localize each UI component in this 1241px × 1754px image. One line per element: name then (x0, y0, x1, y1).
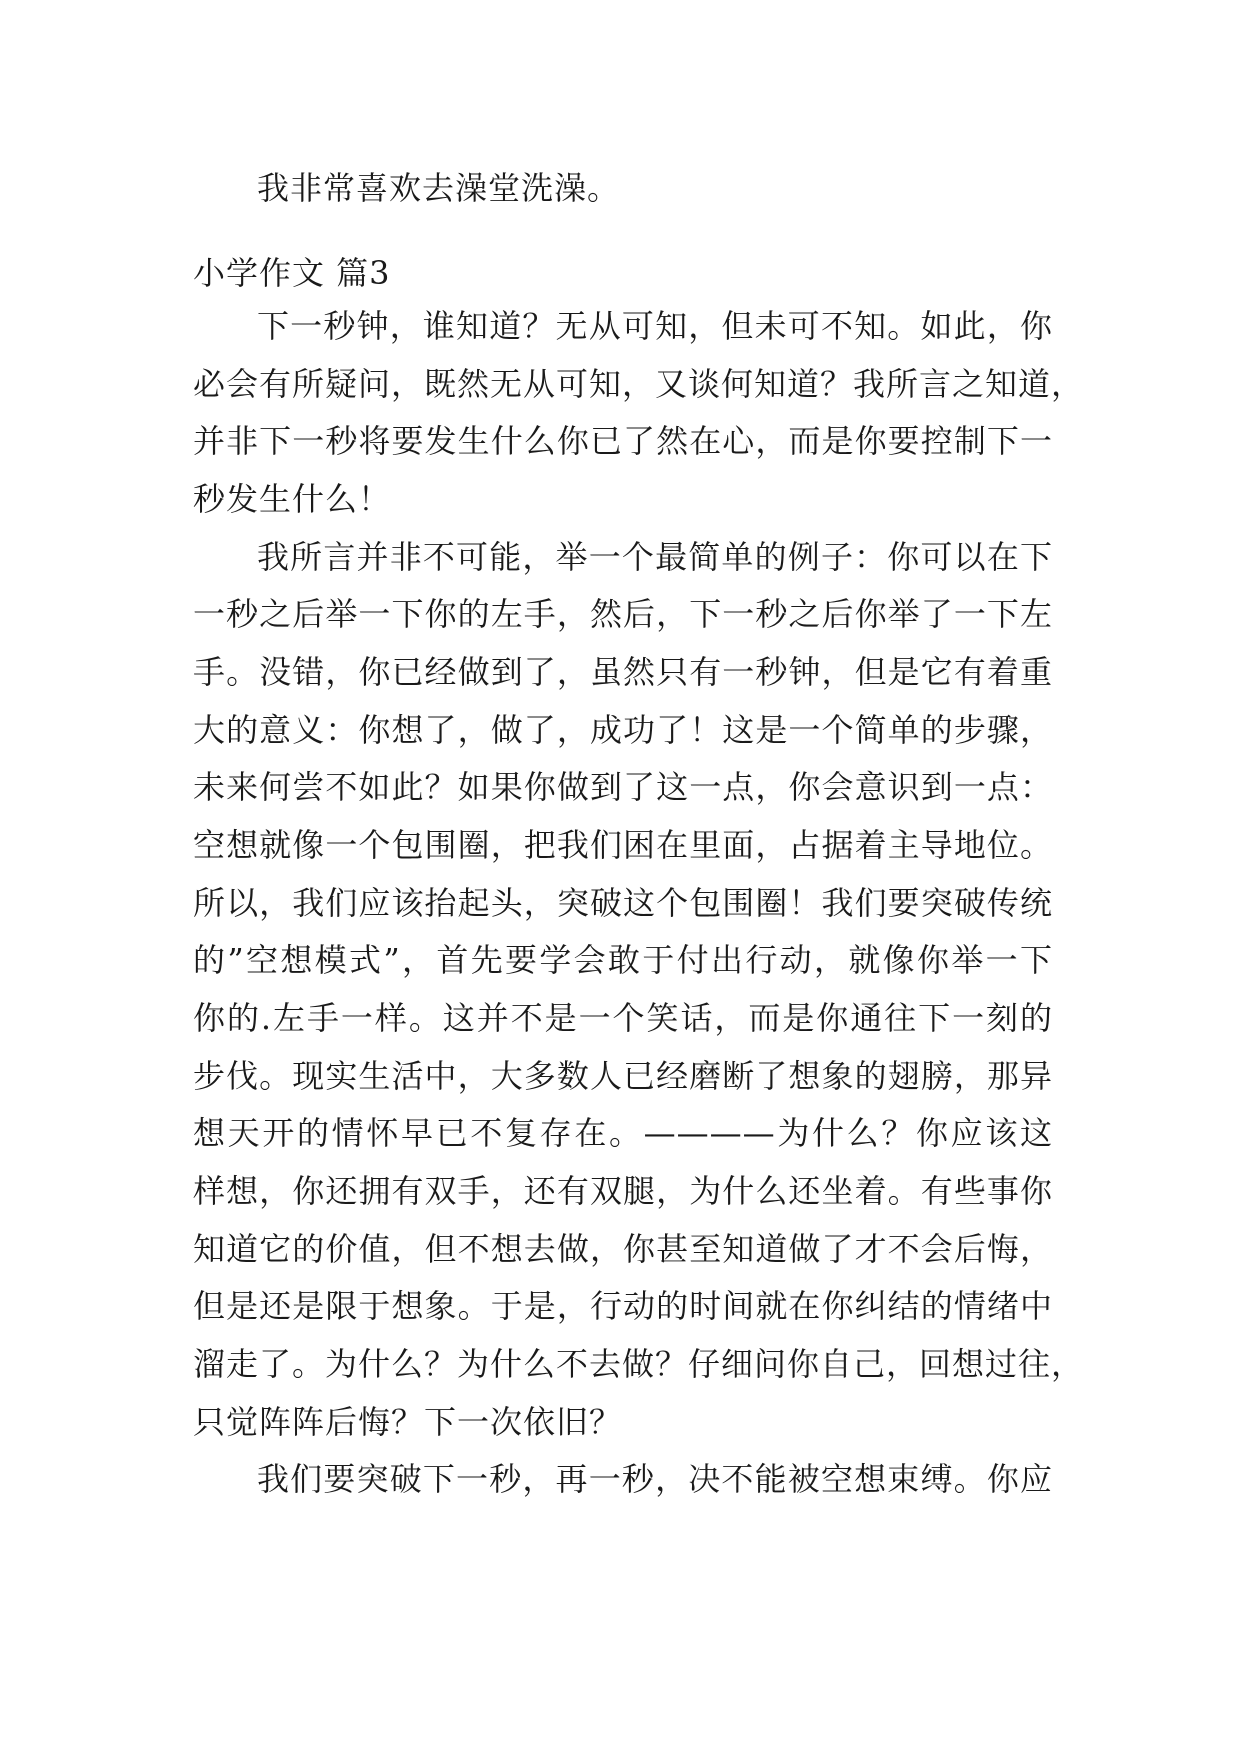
text-line: 所以，我们应该抬起头，突破这个包围圈！我们要突破传统 (193, 884, 1053, 922)
text-line: 只觉阵阵后悔？下一次依旧？ (193, 1403, 623, 1441)
text-line: 手。没错，你已经做到了，虽然只有一秒钟，但是它有着重 (193, 653, 1053, 691)
text-line: 想天开的情怀早已不复存在。————为什么？你应该这 (193, 1114, 1053, 1152)
text-line: 未来何尝不如此？如果你做到了这一点，你会意识到一点： (193, 768, 1053, 806)
text-line: 我所言并非不可能，举一个最简单的例子：你可以在下 (257, 538, 1053, 576)
text-line: 秒发生什么！ (193, 480, 392, 518)
text-line: 大的意义：你想了，做了，成功了！这是一个简单的步骤， (193, 711, 1053, 749)
text-line: 必会有所疑问，既然无从可知，又谈何知道？我所言之知道， (193, 365, 1085, 403)
text-line: 一秒之后举一下你的左手，然后，下一秒之后你举了一下左 (193, 595, 1053, 633)
text-line: 样想，你还拥有双手，还有双腿，为什么还坐着。有些事你 (193, 1172, 1053, 1210)
text-line: 步伐。现实生活中，大多数人已经磨断了想象的翅膀，那异 (193, 1057, 1053, 1095)
text-line: 的”空想模式”，首先要学会敢于付出行动，就像你举一下 (193, 941, 1053, 979)
text-line: 我们要突破下一秒，再一秒，决不能被空想束缚。你应 (257, 1460, 1053, 1498)
section-heading: 小学作文 篇3 (193, 254, 391, 292)
text-line: 但是还是限于想象。于是，行动的时间就在你纠结的情绪中 (193, 1287, 1053, 1325)
text-line: 空想就像一个包围圈，把我们困在里面，占据着主导地位。 (193, 826, 1053, 864)
text-line: 并非下一秒将要发生什么你已了然在心，而是你要控制下一 (193, 422, 1053, 460)
intro-paragraph: 我非常喜欢去澡堂洗澡。 (257, 169, 621, 207)
text-line: 知道它的价值，但不想去做，你甚至知道做了才不会后悔， (193, 1230, 1053, 1268)
text-line: 你的.左手一样。这并不是一个笑话，而是你通往下一刻的 (193, 999, 1053, 1037)
text-line: 溜走了。为什么？为什么不去做？仔细问你自己，回想过往， (193, 1345, 1085, 1383)
text-line: 下一秒钟，谁知道？无从可知，但未可不知。如此，你 (257, 307, 1053, 345)
